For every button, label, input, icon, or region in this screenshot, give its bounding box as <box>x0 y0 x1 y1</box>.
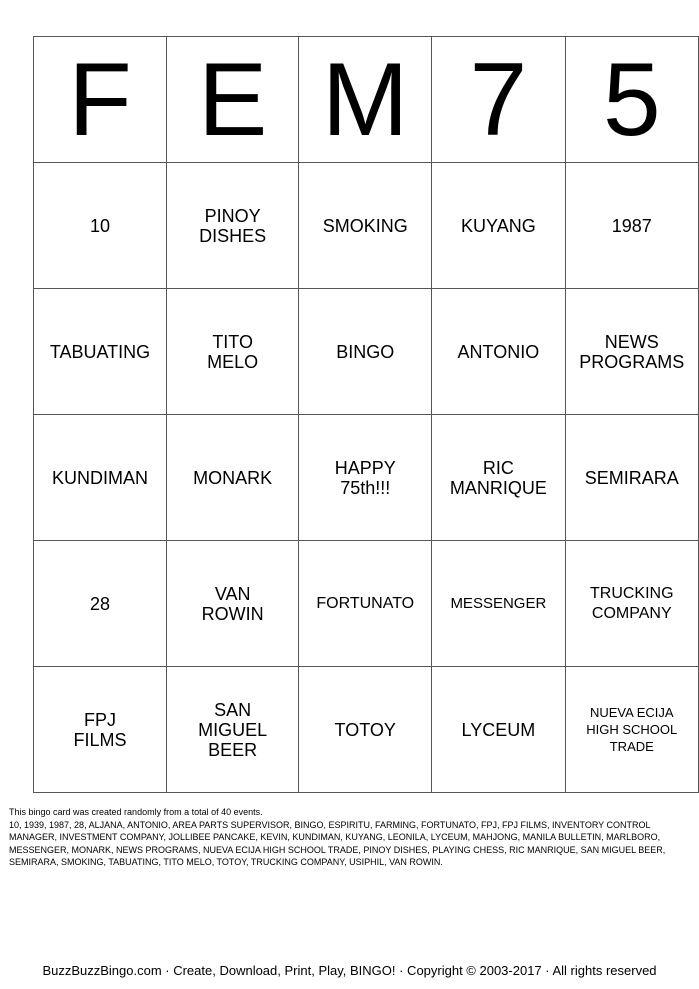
bingo-cell: VAN ROWIN <box>167 541 299 667</box>
bingo-cell: TRUCKING COMPANY <box>565 541 698 667</box>
event-list-note <box>9 806 693 869</box>
bingo-cell: SEMIRARA <box>565 415 698 541</box>
header-row <box>34 37 699 163</box>
card-row <box>34 163 699 289</box>
header-letter: M <box>299 37 432 163</box>
bingo-cell: KUNDIMAN <box>34 415 167 541</box>
card-row <box>34 541 699 667</box>
card-row <box>34 667 699 793</box>
header-letter: 5 <box>565 37 698 163</box>
bingo-cell: 10 <box>34 163 167 289</box>
bingo-cell: MONARK <box>167 415 299 541</box>
bingo-card <box>33 36 699 793</box>
bingo-cell: 1987 <box>565 163 698 289</box>
note-intro: This bingo card was created randomly from a total of 40 events. <box>9 807 263 817</box>
bingo-cell: HAPPY 75th!!! <box>299 415 432 541</box>
bingo-cell: 28 <box>34 541 167 667</box>
bingo-cell: SAN MIGUEL BEER <box>167 667 299 793</box>
footer-copyright: BuzzBuzzBingo.com · Create, Download, Print, Play, BINGO! · Copyright © 2003-2017 · All rights reserved <box>42 963 657 978</box>
bingo-cell: TABUATING <box>34 289 167 415</box>
bingo-cell: RIC MANRIQUE <box>432 415 565 541</box>
bingo-cell: TITO MELO <box>167 289 299 415</box>
bingo-cell: FPJ FILMS <box>34 667 167 793</box>
bingo-cell: MESSENGER <box>432 541 565 667</box>
header-letter: E <box>167 37 299 163</box>
bingo-cell: FORTUNATO <box>299 541 432 667</box>
bingo-cell: BINGO <box>299 289 432 415</box>
note-events: 10, 1939, 1987, 28, ALJANA, ANTONIO, AREA PARTS SUPERVISOR, BINGO, ESPIRITU, FARMING, FORTUNATO, FPJ, FPJ FILMS, INVENTORY CONTROL MANAGER, INVESTMENT COMPANY, JOLLIBEE PANCAKE, KEVIN, KUNDIMAN, KUYANG, LEONILA, LYCEUM, MAHJONG, MANILA BULLETIN, MARLBORO, MESSENGER, MONARK, NEWS PROGRAMS, NUEVA ECIJA HIGH SCHOOL TRADE, PINOY DISHES, PLAYING CHESS, RIC MANRIQUE, SAN MIGUEL BEER, SEMIRARA, SMOKING, TABUATING, TITO MELO, TOTOY, TRUCKING COMPANY, USIPHIL, VAN ROWIN. <box>9 819 666 867</box>
card-row <box>34 415 699 541</box>
bingo-cell: SMOKING <box>299 163 432 289</box>
bingo-cell: NEWS PROGRAMS <box>565 289 698 415</box>
bingo-cell: ANTONIO <box>432 289 565 415</box>
bingo-cell: NUEVA ECIJA HIGH SCHOOL TRADE <box>565 667 698 793</box>
header-letter: 7 <box>432 37 565 163</box>
bingo-cell: PINOY DISHES <box>167 163 299 289</box>
bingo-cell: LYCEUM <box>432 667 565 793</box>
header-letter: F <box>34 37 167 163</box>
bingo-cell: KUYANG <box>432 163 565 289</box>
card-row <box>34 289 699 415</box>
bingo-cell: TOTOY <box>299 667 432 793</box>
